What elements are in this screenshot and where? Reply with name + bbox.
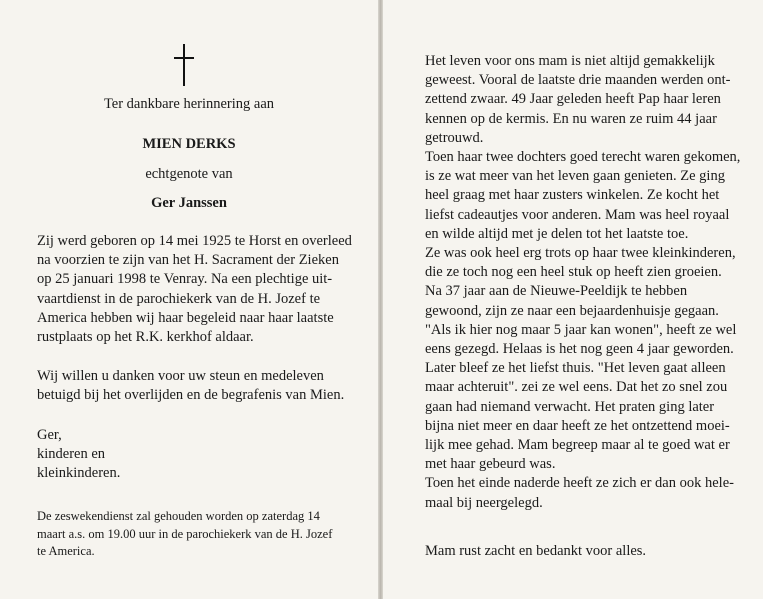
deceased-name: MIEN DERKS [142,136,236,152]
memorial-line: en wilde altijd met je delen tot het laatste toe. [425,225,689,242]
memorial-line: maar achteruit". zei ze wel eens. Dat het zo snel zou [425,379,728,396]
memorial-line: lijk mee gehad. Mam begreep maar al te goed wat er [425,437,730,454]
signature-line: kinderen en [37,446,106,463]
memorial-line: geweest. Vooral de laatste drie maanden werden ont- [425,72,731,89]
memorial-line: Later bleef ze het liefst thuis. "Het leven gaat alleen [425,360,726,377]
memorial-line: die ze toch nog een heel stuk op heeft zien groeien. [425,264,722,281]
memorial-line: Toen het einde naderde heeft ze zich er dan ook hele- [425,475,734,492]
service-line: De zeswekendienst zal gehouden worden op zaterdag 14 [37,509,320,523]
memorial-line: Na 37 jaar aan de Nieuwe-Peeldijk te hebben [425,283,688,300]
intro-text: Ter dankbare herinnering aan [103,96,275,112]
memorial-line: bijna niet meer en daar heeft ze het ontzettend moei- [425,417,730,434]
closing-line: Mam rust zacht en bedankt voor alles. [425,543,647,559]
bio-paragraph [37,232,352,347]
bio-line: op 25 januari 1998 te Venray. Na een plechtige uit- [37,271,333,288]
memorial-line: maal bij neergelegd. [425,494,543,511]
memorial-line: met haar gebeurd was. [425,456,556,473]
thanks-line: betuigd bij het overlijden en de begrafenis van Mien. [37,387,345,404]
memorial-line: Toen haar twee dochters goed terecht waren gekomen, [425,149,741,166]
memorial-line: Ze was ook heel erg trots op haar twee kleinkinderen, [425,245,736,262]
cross-icon [172,44,196,86]
memorial-line: gaan had niemand verwacht. Het praten ging later [425,398,715,415]
thanks-paragraph [37,367,348,405]
signature-line: Ger, [37,427,62,443]
bio-line: rustplaats op het R.K. kerkhof aldaar. [37,329,254,346]
memorial-line: "Als ik hier nog maar 5 jaar kan wonen", heeft ze wel [425,321,737,338]
bio-line: na voorzien te zijn van het H. Sacrament der Zieken [37,252,339,269]
memorial-line: getrouwd. [425,129,484,146]
memorial-text [425,52,750,513]
signature-line: kleinkinderen. [37,465,121,482]
memorial-line: kennen op de kermis. En nu waren ze ruim 44 jaar [425,110,717,127]
service-line: maart a.s. om 19.00 uur in de parochiekerk van de H. Jozef [37,526,333,541]
memorial-line: heel graag met haar zusters winkelen. Ze kocht het [425,187,720,204]
bio-line: America hebben wij haar begeleid naar haar laatste [37,309,334,326]
service-notice [37,508,337,561]
memorial-line: Het leven voor ons mam is niet altijd gemakkelijk [425,53,715,69]
memorial-line: gewoond, zijn ze naar een bejaardenhuisje gegaan. [425,302,719,319]
bio-line: Zij werd geboren op 14 mei 1925 te Horst en overleed [37,233,352,249]
memorial-line: is ze wat meer van het leven gaan genieten. Ze ging [425,168,725,185]
bio-line: vaartdienst in de parochiekerk van de H. Jozef te [37,290,321,307]
service-line: te America. [37,544,95,558]
signature-block [37,426,237,484]
memorial-line: zettend zwaar. 49 Jaar geleden heeft Pap haar leren [425,91,721,108]
memorial-line: eens gezegd. Helaas is het nog geen 4 jaar geworden. [425,341,734,358]
spouse-intro: echtgenote van [145,166,233,182]
spouse-name: Ger Janssen [151,195,227,211]
memorial-line: liefst cadeautjes voor anderen. Mam was heel royaal [425,206,730,223]
thanks-line: Wij willen u danken voor uw steun en medeleven [37,368,324,384]
